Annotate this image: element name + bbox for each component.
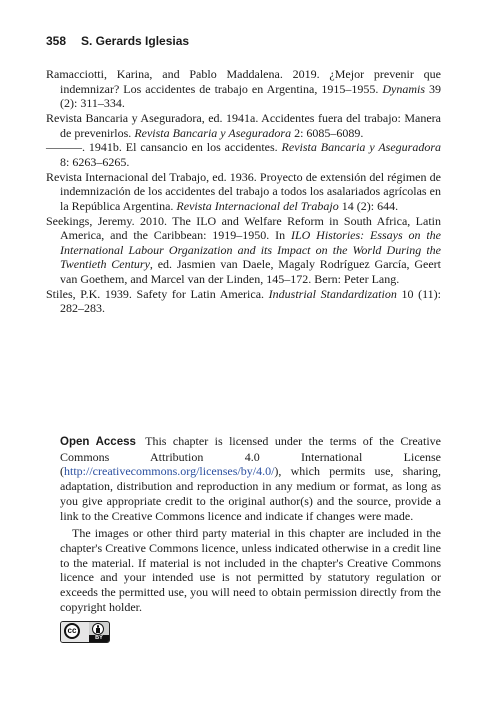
reference-details: 14 (2): 644. (338, 198, 399, 213)
reference-text: ———. 1941b. El cansancio en los accidentes. (46, 140, 282, 155)
third-party-material-paragraph: The images or other third party material in this chapter are included in the chapter's Creative Commons licence, unless indicated otherwise in a credit line to the material. If material is not included in the chapter's Creative Commons licence and your intended use is not permitted by statutory regulation or exceeds the permitted use, you will need to obtain permission directly from the copyright holder. (60, 526, 441, 614)
reference-entry (46, 286, 441, 316)
cc-icon: cc (64, 623, 80, 639)
reference-details: 39 (2): 311–334. (60, 81, 442, 111)
attribution-person-icon (92, 623, 104, 635)
open-access-paragraph (60, 434, 441, 523)
cc-by-license-badge[interactable] (60, 621, 110, 643)
reference-journal-title: Revista Bancaria y Aseguradora (281, 140, 441, 155)
reference-book-title: ILO Histories: Essays on the International Labour Organization and its Impact on the World During the Twentieth Century (60, 228, 442, 272)
reference-details: , ed. Jasmien van Daele, Magaly Rodríguez García, Geert van Goethem, and Marcel van der Linden, 145–172. Bern: Peter Lang. (60, 257, 441, 287)
reference-journal-title: Revista Bancaria y Aseguradora (134, 125, 292, 140)
reference-entry (46, 110, 441, 140)
license-text: This chapter is licensed under the terms of the Creative Commons Attribution 4.0 International License ( (60, 434, 441, 479)
license-link[interactable]: http://creativecommons.org/licenses/by/4.0/ (64, 464, 275, 479)
reference-entry (46, 169, 441, 214)
reference-text: Revista Internacional del Trabajo, ed. 1936. Proyecto de extensión del régimen de indemnización de los accidentes del trabajo a todos los asalariados agrícolas en la República Argentina. (46, 169, 441, 213)
reference-details: 10 (11): 282–283. (60, 286, 441, 316)
reference-entry (46, 140, 441, 169)
open-access-label: Open Access (60, 436, 136, 448)
reference-details: 2: 6085–6089. (291, 125, 364, 140)
reference-text: Seekings, Jeremy. 2010. The ILO and Welfare Reform in South Africa, Latin America, and the Caribbean: 1919–1950. In (46, 213, 441, 243)
by-label: BY (95, 635, 103, 641)
reference-text: Revista Bancaria y Aseguradora, ed. 1941a. Accidentes fuera del trabajo: Manera de prevenirlos. (46, 110, 441, 140)
page-number: 358 (46, 34, 67, 48)
license-text: ), which permits use, sharing, adaptation, distribution and reproduction in any medium or format, as long as you give appropriate credit to the original author(s) and the source, provide a link to the Creative Commons licence and indicate if changes were made. (60, 464, 441, 523)
reference-entry (46, 213, 442, 287)
reference-journal-title: Dynamis (382, 81, 426, 96)
reference-entry (46, 67, 442, 111)
open-access-notice (60, 434, 441, 614)
reference-journal-title: Industrial Standardization (268, 286, 397, 301)
reference-details: 8: 6263–6265. (60, 154, 130, 169)
running-head-author: S. Gerards Iglesias (81, 34, 190, 48)
reference-journal-title: Revista Internacional del Trabajo (176, 198, 339, 213)
reference-list (46, 67, 442, 316)
reference-text: Ramacciotti, Karina, and Pablo Maddalena. 2019. ¿Mejor prevenir que indemnizar? Los accidentes de trabajo en Argentina, 1915–1955. (46, 67, 441, 96)
running-head (46, 34, 456, 48)
reference-text: Stiles, P.K. 1939. Safety for Latin America. (46, 286, 269, 301)
